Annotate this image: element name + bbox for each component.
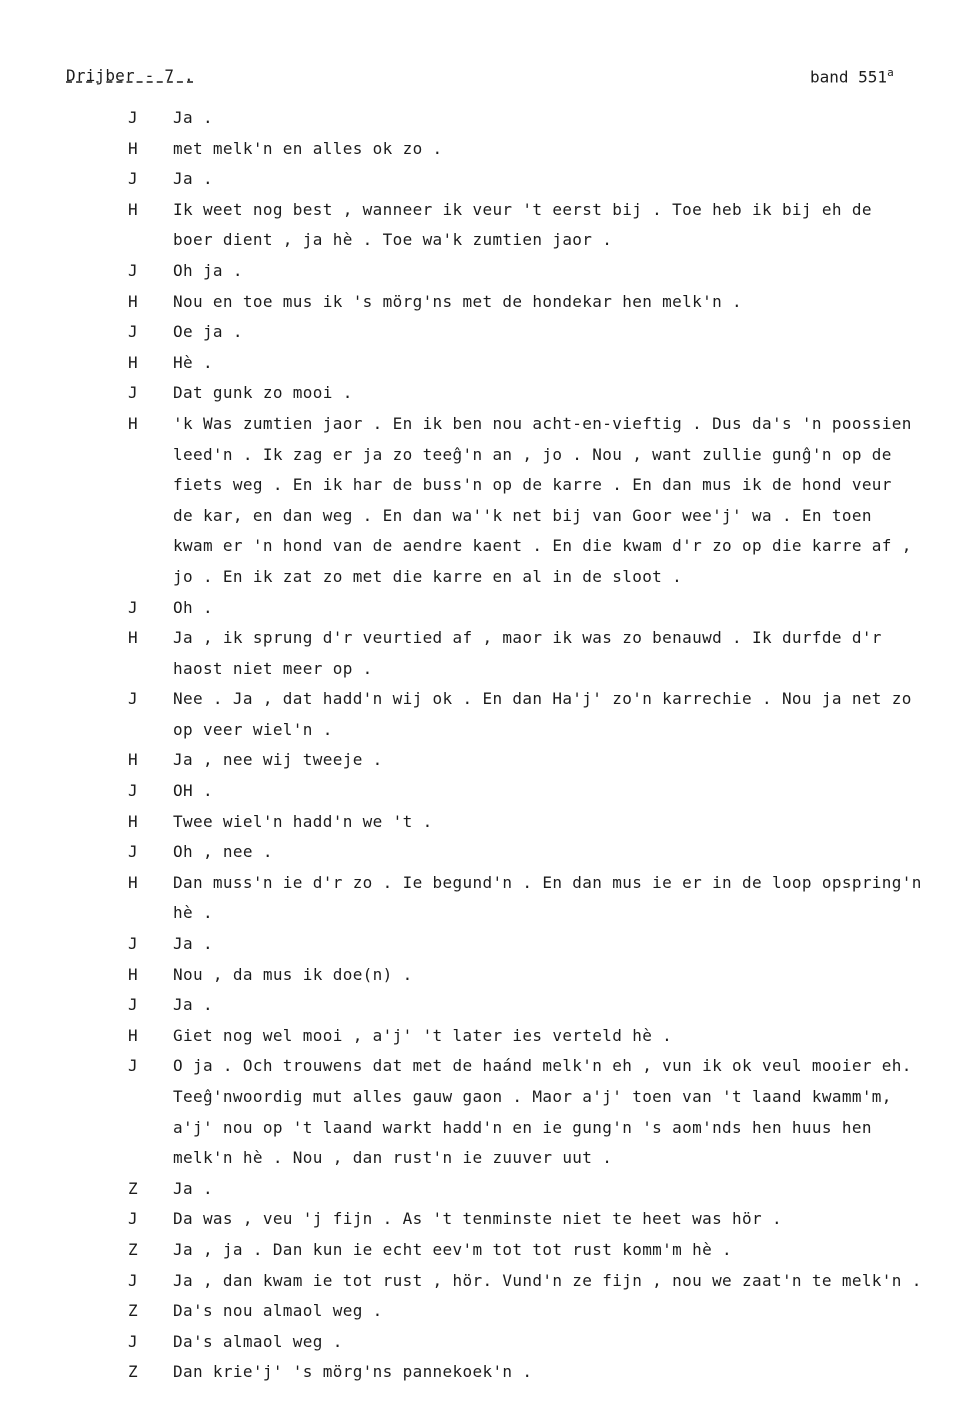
transcript-line bbox=[0, 749, 973, 780]
utterance-text: 'k Was zumtien jaor . En ik ben nou acht-en-vieftig . Dus da's 'n poossien bbox=[173, 413, 912, 433]
utterance-text: Ja . bbox=[173, 1178, 213, 1198]
transcript-line bbox=[0, 566, 973, 597]
transcript-line bbox=[0, 505, 973, 536]
transcript-line bbox=[0, 1300, 973, 1331]
utterance-text: Teeĝ'nwoordig mut alles gauw gaon . Maor a'j' toen van 't laand kwamm'm, bbox=[173, 1087, 892, 1106]
utterance-text: haost niet meer op . bbox=[173, 658, 373, 678]
speaker-label: J bbox=[128, 689, 138, 709]
transcript-line bbox=[0, 1147, 973, 1178]
transcript-line bbox=[0, 444, 973, 475]
utterance-text: Nou en toe mus ik 's mörg'ns met de hondekar hen melk'n . bbox=[173, 291, 743, 311]
utterance-text: Ja , ik sprung d'r veurtied af , maor ik was zo benauwd . Ik durfde d'r bbox=[173, 628, 882, 648]
transcript-line bbox=[0, 841, 973, 872]
transcript-line bbox=[0, 902, 973, 933]
utterance-text: Dan krie'j' 's mörg'ns pannekoek'n . bbox=[173, 1362, 533, 1382]
transcript-line bbox=[0, 1239, 973, 1270]
utterance-text: Oe ja . bbox=[173, 322, 243, 342]
page-header-title: Drijber - 7 . bbox=[66, 66, 194, 85]
transcript-line bbox=[0, 1178, 973, 1209]
transcript-line bbox=[0, 138, 973, 169]
transcript-line bbox=[0, 627, 973, 658]
transcript-line bbox=[0, 1086, 973, 1117]
transcript-lines bbox=[0, 107, 973, 1392]
transcript-line bbox=[0, 199, 973, 230]
utterance-text: melk'n hè . Nou , dan rust'n ie zuuver uut . bbox=[173, 1148, 613, 1168]
speaker-label: H bbox=[128, 872, 138, 892]
speaker-label: H bbox=[128, 199, 138, 219]
transcript-line bbox=[0, 1270, 973, 1301]
speaker-label: Z bbox=[128, 1301, 138, 1321]
utterance-text: Ja , ja . Dan kun ie echt eev'm tot tot rust komm'm hè . bbox=[173, 1239, 733, 1259]
utterance-text: OH . bbox=[173, 781, 213, 801]
speaker-label: H bbox=[128, 811, 138, 831]
speaker-label: Z bbox=[128, 1178, 138, 1198]
speaker-label: J bbox=[128, 781, 138, 801]
utterance-text: Dat gunk zo mooi . bbox=[173, 383, 353, 403]
transcript-line bbox=[0, 382, 973, 413]
tape-side: a bbox=[887, 66, 894, 79]
speaker-label: J bbox=[128, 842, 138, 862]
speaker-label: J bbox=[128, 995, 138, 1015]
utterance-text: Da's almaol weg . bbox=[173, 1331, 343, 1351]
utterance-text: Ja . bbox=[173, 934, 213, 954]
transcript-line bbox=[0, 321, 973, 352]
utterance-text: Oh , nee . bbox=[173, 842, 273, 862]
utterance-text: kwam er 'n hond van de aendre kaent . En die kwam d'r zo op die karre af , bbox=[173, 536, 912, 556]
speaker-label: H bbox=[128, 138, 138, 158]
utterance-text: leed'n . Ik zag er ja zo teeĝ'n an , jo . Nou , want zullie gunĝ'n op de bbox=[173, 444, 892, 464]
transcript-line bbox=[0, 107, 973, 138]
speaker-label: Z bbox=[128, 1362, 138, 1382]
speaker-label: H bbox=[128, 352, 138, 372]
utterance-text: Ja . bbox=[173, 995, 213, 1015]
utterance-text: Ja . bbox=[173, 169, 213, 189]
transcript-line bbox=[0, 291, 973, 322]
speaker-label: J bbox=[128, 108, 138, 127]
speaker-label: J bbox=[128, 1209, 138, 1229]
utterance-text: fiets weg . En ik har de buss'n op de karre . En dan mus ik de hond veur bbox=[173, 475, 892, 495]
utterance-text: Da was , veu 'j fijn . As 't tenminste niet te heet was hör . bbox=[173, 1209, 782, 1229]
transcript-line bbox=[0, 260, 973, 291]
tape-label: band 551 bbox=[810, 67, 888, 87]
speaker-label: J bbox=[128, 169, 138, 189]
speaker-label: J bbox=[128, 322, 138, 342]
speaker-label: H bbox=[128, 628, 138, 648]
speaker-label: J bbox=[128, 260, 138, 280]
utterance-text: Da's nou almaol weg . bbox=[173, 1301, 383, 1321]
transcript-line bbox=[0, 964, 973, 995]
utterance-text: boer dient , ja hè . Toe wa'k zumtien jaor . bbox=[173, 230, 613, 250]
speaker-label: Z bbox=[128, 1239, 138, 1259]
transcript-line bbox=[0, 168, 973, 199]
utterance-text: Oh ja . bbox=[173, 260, 243, 280]
transcript-line bbox=[0, 780, 973, 811]
transcript-line bbox=[0, 658, 973, 689]
transcript-line bbox=[0, 872, 973, 903]
transcript-line bbox=[0, 597, 973, 628]
utterance-text: Ik weet nog best , wanneer ik veur 't eerst bij . Toe heb ik bij eh de bbox=[173, 199, 872, 219]
transcript-line bbox=[0, 413, 973, 444]
utterance-text: hè . bbox=[173, 903, 213, 923]
speaker-label: J bbox=[128, 597, 138, 617]
speaker-label: H bbox=[128, 964, 138, 984]
utterance-text: Nee . Ja , dat hadd'n wij ok . En dan Ha'j' zo'n karrechie . Nou ja net zo bbox=[173, 689, 912, 709]
transcript-line bbox=[0, 1208, 973, 1239]
transcript-line bbox=[0, 1055, 973, 1086]
utterance-text: met melk'n en alles ok zo . bbox=[173, 138, 443, 158]
speaker-label: H bbox=[128, 291, 138, 311]
utterance-text: Oh . bbox=[173, 597, 213, 617]
speaker-label: J bbox=[128, 383, 138, 403]
utterance-text: Giet nog wel mooi , a'j' 't later ies verteld hè . bbox=[173, 1025, 673, 1045]
transcript-line bbox=[0, 1331, 973, 1362]
transcript-line bbox=[0, 474, 973, 505]
speaker-label: H bbox=[128, 750, 138, 770]
transcript-line bbox=[0, 688, 973, 719]
utterance-text: jo . En ik zat zo met die karre en al in de sloot . bbox=[173, 566, 683, 586]
transcript-line bbox=[0, 811, 973, 842]
transcript-line bbox=[0, 719, 973, 750]
utterance-text: a'j' nou op 't laand warkt hadd'n en ie gung'n 's aom'nds hen huus hen bbox=[173, 1117, 872, 1137]
speaker-label: J bbox=[128, 934, 138, 954]
utterance-text: Ja , nee wij tweeje . bbox=[173, 750, 383, 770]
tape-number bbox=[810, 66, 894, 86]
utterance-text: Twee wiel'n hadd'n we 't . bbox=[173, 811, 433, 831]
transcript-line bbox=[0, 1361, 973, 1392]
transcript-line bbox=[0, 535, 973, 566]
speaker-label: J bbox=[128, 1056, 138, 1076]
transcript-line bbox=[0, 1025, 973, 1056]
transcript-line bbox=[0, 352, 973, 383]
transcript-line bbox=[0, 1117, 973, 1148]
speaker-label: H bbox=[128, 413, 138, 433]
utterance-text: op veer wiel'n . bbox=[173, 719, 333, 739]
utterance-text: de kar, en dan weg . En dan wa''k net bij van Goor wee'j' wa . En toen bbox=[173, 505, 872, 525]
utterance-text: Hè . bbox=[173, 352, 213, 372]
transcript-line bbox=[0, 994, 973, 1025]
speaker-label: J bbox=[128, 1270, 138, 1290]
speaker-label: H bbox=[128, 1025, 138, 1045]
utterance-text: Ja . bbox=[173, 108, 213, 127]
utterance-text: Ja , dan kwam ie tot rust , hör. Vund'n ze fijn , nou we zaat'n te melk'n . bbox=[173, 1270, 922, 1290]
utterance-text: Nou , da mus ik doe(n) . bbox=[173, 964, 413, 984]
transcript-line bbox=[0, 933, 973, 964]
utterance-text: O ja . Och trouwens dat met de haánd melk'n eh , vun ik ok veul mooier eh. bbox=[173, 1056, 912, 1076]
utterance-text: Dan muss'n ie d'r zo . Ie begund'n . En dan mus ie er in de loop opspring'n bbox=[173, 872, 922, 892]
speaker-label: J bbox=[128, 1331, 138, 1351]
transcript-line bbox=[0, 229, 973, 260]
